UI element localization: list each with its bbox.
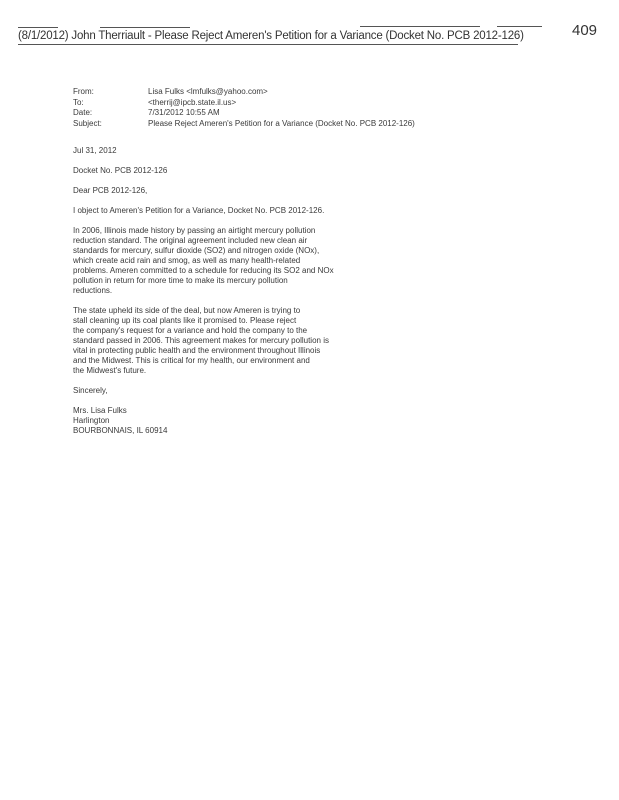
header-top-rule bbox=[497, 26, 542, 27]
letter-objection-line: I object to Ameren's Petition for a Variance, Docket No. PCB 2012-126. bbox=[73, 206, 325, 215]
paragraph-line: In 2006, Illinois made history by passing an airtight mercury pollution bbox=[73, 226, 316, 235]
letter-paragraph-1 bbox=[73, 226, 343, 296]
email-metadata bbox=[73, 87, 415, 129]
paragraph-line: standards for mercury, sulfur dioxide (SO2) and nitrogen oxide (NOx), bbox=[73, 246, 320, 255]
letter-signature bbox=[73, 406, 343, 436]
email-from-value: Lisa Fulks <lmfulks@yahoo.com> bbox=[148, 87, 268, 96]
header-bottom-rule bbox=[18, 44, 518, 45]
paragraph-line: vital in protecting public health and the environment throughout Illinois bbox=[73, 346, 321, 355]
email-to-row bbox=[73, 98, 415, 109]
signature-line-2: Harlington bbox=[73, 416, 110, 425]
paragraph-line: reductions. bbox=[73, 286, 113, 295]
header-top-rule bbox=[360, 26, 480, 27]
signature-line-3: BOURBONNAIS, IL 60914 bbox=[73, 426, 168, 435]
paragraph-line: stall cleaning up its coal plants like it promised to. Please reject bbox=[73, 316, 297, 325]
email-date-value: 7/31/2012 10:55 AM bbox=[148, 108, 220, 117]
paragraph-line: the company's request for a variance and hold the company to the bbox=[73, 326, 308, 335]
email-subject-value: Please Reject Ameren's Petition for a Variance (Docket No. PCB 2012-126) bbox=[148, 118, 415, 128]
email-to-value: <therrij@ipcb.state.il.us> bbox=[148, 97, 237, 107]
paragraph-line: the Midwest's future. bbox=[73, 366, 147, 375]
letter-body bbox=[73, 146, 343, 446]
letter-paragraph-2 bbox=[73, 306, 343, 376]
paragraph-line: pollution in return for more time to make its mercury pollution bbox=[73, 276, 288, 285]
email-date-label: Date: bbox=[73, 108, 93, 117]
email-from-row bbox=[73, 87, 415, 98]
paragraph-line: reduction standard. The original agreement included new clean air bbox=[73, 236, 308, 245]
page-number: 409 bbox=[572, 22, 598, 39]
email-to-label: To: bbox=[73, 97, 84, 107]
paragraph-line: which create acid rain and smog, as well as many health-related bbox=[73, 256, 301, 265]
header-top-rule bbox=[18, 27, 58, 28]
letter-salutation: Dear PCB 2012-126, bbox=[73, 186, 148, 195]
paragraph-line: and the Midwest. This is critical for my health, our environment and bbox=[73, 356, 310, 365]
email-subject-row bbox=[73, 119, 415, 130]
paragraph-line: standard passed in 2006. This agreement makes for mercury pollution is bbox=[73, 336, 329, 345]
letter-closing: Sincerely, bbox=[73, 386, 108, 395]
email-from-label: From: bbox=[73, 87, 94, 96]
paragraph-line: problems. Ameren committed to a schedule for reducing its SO2 and NOx bbox=[73, 266, 334, 275]
document-header-title: (8/1/2012) John Therriault - Please Reject Ameren's Petition for a Variance (Docket No. PCB 2012-126) bbox=[18, 30, 524, 42]
paragraph-line: The state upheld its side of the deal, but now Ameren is trying to bbox=[73, 306, 301, 315]
email-subject-label: Subject: bbox=[73, 118, 102, 128]
letter-date: Jul 31, 2012 bbox=[73, 146, 117, 155]
letter-docket: Docket No. PCB 2012-126 bbox=[73, 166, 168, 175]
email-date-row bbox=[73, 108, 415, 119]
signature-name: Mrs. Lisa Fulks bbox=[73, 406, 127, 415]
header-top-rule bbox=[100, 27, 190, 28]
